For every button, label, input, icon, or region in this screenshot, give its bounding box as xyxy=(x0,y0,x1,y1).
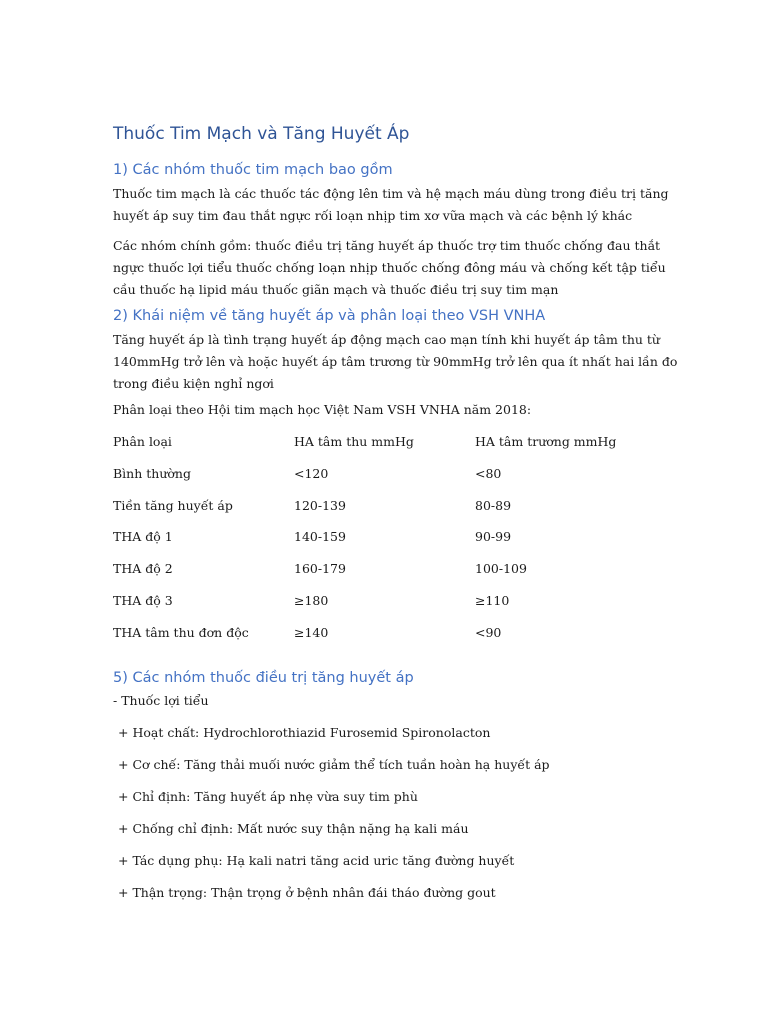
section-2-heading: 2) Khái niệm về tăng huyết áp và phân loại theo VSH VNHA xyxy=(113,308,546,324)
text-line: huyết áp suy tim đau thắt ngực rối loạn nhịp tim xơ vữa mạch và các bệnh lý khác xyxy=(113,208,633,223)
text-line: trong điều kiện nghỉ ngơi xyxy=(113,376,274,391)
table-cell: THA độ 2 xyxy=(113,561,173,576)
table-cell: 140-159 xyxy=(294,529,346,544)
table-row xyxy=(113,463,658,485)
table-cell: THA độ 3 xyxy=(113,593,173,608)
list-item: + Thận trọng: Thận trọng ở bệnh nhân đái tháo đường gout xyxy=(118,885,496,900)
table-cell: 80-89 xyxy=(475,498,512,513)
list-item: + Chống chỉ định: Mất nước suy thận nặng hạ kali máu xyxy=(118,821,469,836)
list-item: + Cơ chế: Tăng thải muối nước giảm thể tích tuần hoàn hạ huyết áp xyxy=(118,757,550,772)
list-item: + Chỉ định: Tăng huyết áp nhẹ vừa suy tim phù xyxy=(118,789,418,804)
table-row xyxy=(113,622,658,644)
table-cell: ≥180 xyxy=(294,593,329,608)
text-line: Thuốc tim mạch là các thuốc tác động lên tim và hệ mạch máu dùng trong điều trị tăng xyxy=(113,186,669,201)
table-cell: <120 xyxy=(294,466,329,481)
table-header-cell: HA tâm thu mmHg xyxy=(294,434,414,449)
text-line: Các nhóm chính gồm: thuốc điều trị tăng huyết áp thuốc trợ tim thuốc chống đau thắt xyxy=(113,238,661,253)
section-5-heading: 5) Các nhóm thuốc điều trị tăng huyết áp xyxy=(113,670,414,686)
table-cell: ≥110 xyxy=(475,593,510,608)
table-cell: 120-139 xyxy=(294,498,346,513)
table-cell: Bình thường xyxy=(113,466,191,481)
table-cell: 100-109 xyxy=(475,561,527,576)
table-row xyxy=(113,526,658,548)
table-header-row xyxy=(113,431,658,453)
table-row xyxy=(113,558,658,580)
text-line: Tăng huyết áp là tình trạng huyết áp động mạch cao mạn tính khi huyết áp tâm thu từ xyxy=(113,332,660,347)
section-2-paragraph-2 xyxy=(113,399,653,421)
text-line: ngực thuốc lợi tiểu thuốc chống loạn nhịp thuốc chống đông máu và chống kết tập tiểu xyxy=(113,260,666,275)
section-2-paragraph-1 xyxy=(113,329,678,395)
table-header-cell: HA tâm trương mmHg xyxy=(475,434,617,449)
list-item: + Tác dụng phụ: Hạ kali natri tăng acid uric tăng đường huyết xyxy=(118,853,515,868)
section-1-paragraph-2 xyxy=(113,235,666,301)
table-cell: THA độ 1 xyxy=(113,529,173,544)
list-item: + Hoạt chất: Hydrochlorothiazid Furosemid Spironolacton xyxy=(118,725,491,740)
document-title: Thuốc Tim Mạch và Tăng Huyết Áp xyxy=(113,124,410,144)
table-cell: <80 xyxy=(475,466,502,481)
table-cell: 160-179 xyxy=(294,561,346,576)
table-cell: 90-99 xyxy=(475,529,512,544)
text-line: Phân loại theo Hội tim mạch học Việt Nam VSH VNHA năm 2018: xyxy=(113,402,532,417)
table-row xyxy=(113,495,658,517)
drug-group-label: - Thuốc lợi tiểu xyxy=(113,693,209,708)
text-line: 140mmHg trở lên và hoặc huyết áp tâm trương từ 90mmHg trở lên qua ít nhất hai lần đo xyxy=(113,354,678,369)
table-cell: <90 xyxy=(475,625,502,640)
section-1-heading: 1) Các nhóm thuốc tim mạch bao gồm xyxy=(113,162,393,178)
text-line: cầu thuốc hạ lipid máu thuốc giãn mạch và thuốc điều trị suy tim mạn xyxy=(113,282,559,297)
table-header-cell: Phân loại xyxy=(113,434,172,449)
table-cell: THA tâm thu đơn độc xyxy=(113,625,249,640)
section-1-paragraph-1 xyxy=(113,183,669,227)
table-cell: ≥140 xyxy=(294,625,329,640)
table-cell: Tiền tăng huyết áp xyxy=(113,498,233,513)
table-row xyxy=(113,590,658,612)
